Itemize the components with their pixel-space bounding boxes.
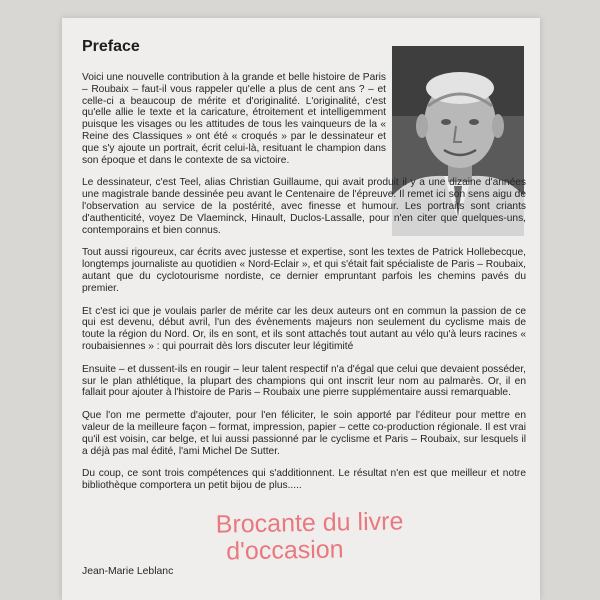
paragraph-2: Le dessinateur, c'est Teel, alias Christian Guillaume, qui avait produit il y a une dizaine d'années une magistrale bande dessinée peu avant le Centenaire de l'épreuve. Il remet ici son sens aigu de l'observation au service de la postérité, avec finesse et humour. Les portraits sont criants d'authenticité, voyez De Vlaeminck, Hinault, Duclos-Lassalle, pour n'en citer que quelques-uns, contemporains et bien connus. [82,177,526,236]
paragraph-1: Voici une nouvelle contribution à la grande et belle histoire de Paris – Roubaix – faut-il vous rappeler qu'elle a plus de cent ans ? – et celle-ci a beaucoup de mérite et d'originalité. L'originalité, c'est qu'elle allie le texte et la caricature, étroitement et intelligemment puisque les visages ou les attitudes de tous les vainqueurs de la « Reine des Classiques » ont été « croqués » par le dessinateur et que s'y ajoute un portrait, écrit celui-là, resituant le champion dans son époque et dans le contexte de sa victoire. [82,72,386,166]
preface-body [82,72,526,503]
author-signature: Jean-Marie Leblanc [82,566,174,577]
paragraph-7: Du coup, ce sont trois compétences qui s'additionnent. Le résultat n'en est que meilleur et notre bibliothèque comportera un petit bijou de plus..... [82,468,526,492]
page-title: Preface [82,38,140,55]
watermark-line-1: Brocante du livre [215,507,404,539]
paragraph-3: Tout aussi rigoureux, car écrits avec justesse et expertise, sont les textes de Patrick Hollebecque, longtemps journaliste au quotidien « Nord-Eclair », et qui s'était fait spécialiste de Paris – Roubaix, autant que du cyclotourisme nordiste, ce dernier empruntant parfois les chemins pavés du premier. [82,247,526,294]
watermark-line-2: d'occasion [225,535,344,566]
paragraph-4: Et c'est ici que je voulais parler de mérite car les deux auteurs ont en commun la passion de ce qui est devenu, début avril, l'un des évènements majeurs non seulement du cyclisme mais de toute la région du Nord. Or, ils en sont, et ils sont attachés tout autant au vélo qu'à leurs racines « roubaisiennes » : qui pourrait dès lors discuter leur légitimité [82,305,526,352]
paragraph-6: Que l'on me permette d'ajouter, pour l'en féliciter, le soin apporté par l'éditeur pour mettre en valeur de la meilleure façon – format, impression, papier – cette co-production régionale. Il est vrai qu'il est voisin, car belge, et lui aussi passionné par le cyclisme et Paris – Roubaix, sur lesquels il a déjà pas mal édité, l'ami Michel De Sutter. [82,410,526,457]
watermark-text [216,508,405,565]
paragraph-5: Ensuite – et dussent-ils en rougir – leur talent respectif n'a d'égal que celui que devaient posséder, sur le plan athlétique, la plupart des champions qui ont inscrit leur nom au palmarès. Or, il en fallait pour ajouter à l'histoire de Paris – Roubaix une pierre supplémentaire aussi remarquable. [82,363,526,399]
